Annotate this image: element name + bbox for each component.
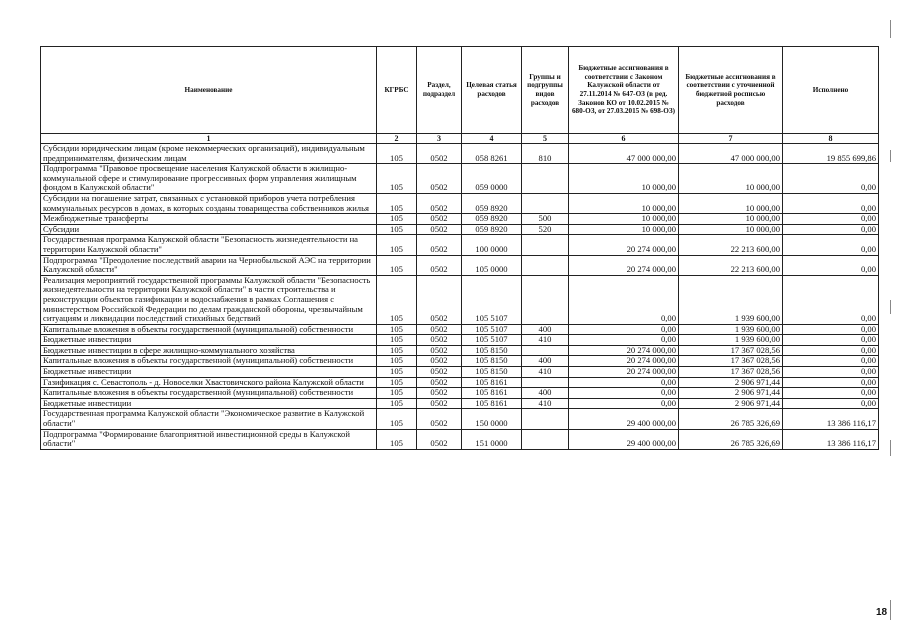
row-expense-group xyxy=(522,164,569,194)
row-law-allocation: 0,00 xyxy=(569,275,679,324)
row-target-article: 105 5107 xyxy=(462,275,522,324)
row-law-allocation: 20 274 000,00 xyxy=(569,356,679,367)
row-target-article: 059 8920 xyxy=(462,193,522,213)
header-name: Наименование xyxy=(41,47,377,134)
row-name: Реализация мероприятий государственной программы Калужской области "Безопасность жизнедеятельности на территории Калужской области" в части строительства и реконструкции объектов газификации и водоснабжения в рамках Соглашения с министерством Российской Федерации по делам гражданской обороны, чрезвычайным ситуациям и ликвидации последствий стихийных бедствий xyxy=(41,275,377,324)
row-expense-group xyxy=(522,255,569,275)
row-name: Капитальные вложения в объекты государственной (муниципальной) собственности xyxy=(41,356,377,367)
row-executed: 0,00 xyxy=(783,398,879,409)
budget-table xyxy=(40,46,879,450)
row-target-article: 059 8920 xyxy=(462,224,522,235)
row-name: Государственная программа Калужской области "Экономическое развитие в Калужской области" xyxy=(41,409,377,429)
row-expense-group: 400 xyxy=(522,324,569,335)
row-executed: 0,00 xyxy=(783,345,879,356)
column-number: 7 xyxy=(679,134,783,144)
row-expense-group: 500 xyxy=(522,214,569,225)
scan-edge-mark xyxy=(890,20,891,38)
row-target-article: 105 5107 xyxy=(462,324,522,335)
row-refined-allocation: 26 785 326,69 xyxy=(679,429,783,449)
table-row xyxy=(41,388,879,399)
row-section: 0502 xyxy=(417,193,462,213)
page-number: 18 xyxy=(876,607,888,618)
row-executed: 0,00 xyxy=(783,324,879,335)
table-row xyxy=(41,144,879,164)
row-refined-allocation: 10 000,00 xyxy=(679,164,783,194)
table-row xyxy=(41,409,879,429)
row-expense-group xyxy=(522,345,569,356)
row-section: 0502 xyxy=(417,224,462,235)
table-row xyxy=(41,224,879,235)
row-law-allocation: 29 400 000,00 xyxy=(569,409,679,429)
row-executed: 0,00 xyxy=(783,388,879,399)
row-section: 0502 xyxy=(417,255,462,275)
row-refined-allocation: 17 367 028,56 xyxy=(679,345,783,356)
table-body xyxy=(41,144,879,450)
row-refined-allocation: 10 000,00 xyxy=(679,193,783,213)
row-target-article: 150 0000 xyxy=(462,409,522,429)
row-kgrbs: 105 xyxy=(377,429,417,449)
scan-edge-mark xyxy=(890,150,891,162)
row-law-allocation: 47 000 000,00 xyxy=(569,144,679,164)
row-name: Подпрограмма "Преодоление последствий аварии на Чернобыльской АЭС на территории Калужской области" xyxy=(41,255,377,275)
row-name: Субсидии юридическим лицам (кроме некоммерческих организаций), индивидуальным предпринимателям, физическим лицам xyxy=(41,144,377,164)
row-kgrbs: 105 xyxy=(377,345,417,356)
row-name: Бюджетные инвестиции xyxy=(41,335,377,346)
row-name: Газификация с. Севастополь - д. Новоселки Хвастовичского района Калужской области xyxy=(41,377,377,388)
row-executed: 0,00 xyxy=(783,377,879,388)
row-section: 0502 xyxy=(417,235,462,255)
row-target-article: 151 0000 xyxy=(462,429,522,449)
row-executed: 0,00 xyxy=(783,367,879,378)
table-row xyxy=(41,275,879,324)
row-refined-allocation: 2 906 971,44 xyxy=(679,377,783,388)
row-kgrbs: 105 xyxy=(377,235,417,255)
row-kgrbs: 105 xyxy=(377,144,417,164)
row-law-allocation: 20 274 000,00 xyxy=(569,367,679,378)
table-row xyxy=(41,356,879,367)
row-kgrbs: 105 xyxy=(377,388,417,399)
row-section: 0502 xyxy=(417,324,462,335)
row-law-allocation: 0,00 xyxy=(569,388,679,399)
row-law-allocation: 20 274 000,00 xyxy=(569,345,679,356)
row-section: 0502 xyxy=(417,275,462,324)
row-section: 0502 xyxy=(417,214,462,225)
row-refined-allocation: 22 213 600,00 xyxy=(679,255,783,275)
row-refined-allocation: 1 939 600,00 xyxy=(679,324,783,335)
row-target-article: 105 5107 xyxy=(462,335,522,346)
row-refined-allocation: 10 000,00 xyxy=(679,214,783,225)
row-refined-allocation: 17 367 028,56 xyxy=(679,356,783,367)
table-row xyxy=(41,193,879,213)
row-name: Межбюджетные трансферты xyxy=(41,214,377,225)
column-number: 8 xyxy=(783,134,879,144)
row-executed: 13 386 116,17 xyxy=(783,429,879,449)
row-section: 0502 xyxy=(417,144,462,164)
row-refined-allocation: 22 213 600,00 xyxy=(679,235,783,255)
row-name: Бюджетные инвестиции xyxy=(41,398,377,409)
row-target-article: 105 8161 xyxy=(462,388,522,399)
row-section: 0502 xyxy=(417,164,462,194)
row-expense-group xyxy=(522,429,569,449)
scan-edge-mark xyxy=(890,600,891,620)
row-kgrbs: 105 xyxy=(377,377,417,388)
table-row xyxy=(41,255,879,275)
row-expense-group: 410 xyxy=(522,335,569,346)
row-section: 0502 xyxy=(417,409,462,429)
row-executed: 0,00 xyxy=(783,193,879,213)
row-target-article: 105 8150 xyxy=(462,356,522,367)
row-executed: 0,00 xyxy=(783,255,879,275)
row-executed: 13 386 116,17 xyxy=(783,409,879,429)
header-refined-allocations: Бюджетные ассигнования в соответствии с уточненной бюджетной росписью расходов xyxy=(679,47,783,134)
row-kgrbs: 105 xyxy=(377,193,417,213)
row-executed: 0,00 xyxy=(783,235,879,255)
row-target-article: 105 8161 xyxy=(462,398,522,409)
row-law-allocation: 10 000,00 xyxy=(569,214,679,225)
row-name: Капитальные вложения в объекты государственной (муниципальной) собственности xyxy=(41,388,377,399)
row-refined-allocation: 47 000 000,00 xyxy=(679,144,783,164)
row-kgrbs: 105 xyxy=(377,224,417,235)
row-kgrbs: 105 xyxy=(377,398,417,409)
row-target-article: 105 8150 xyxy=(462,367,522,378)
row-name: Государственная программа Калужской области "Безопасность жизнедеятельности на территории Калужской области" xyxy=(41,235,377,255)
column-number: 6 xyxy=(569,134,679,144)
row-section: 0502 xyxy=(417,388,462,399)
row-name: Субсидии на погашение затрат, связанных с установкой приборов учета потребления коммунальных ресурсов в домах, в которых созданы товарищества собственников жилья xyxy=(41,193,377,213)
column-number: 1 xyxy=(41,134,377,144)
row-expense-group xyxy=(522,377,569,388)
table-row xyxy=(41,164,879,194)
row-section: 0502 xyxy=(417,345,462,356)
header-kgrbs: КГРБС xyxy=(377,47,417,134)
row-expense-group: 410 xyxy=(522,398,569,409)
table-row xyxy=(41,367,879,378)
row-section: 0502 xyxy=(417,429,462,449)
row-expense-group: 410 xyxy=(522,367,569,378)
row-kgrbs: 105 xyxy=(377,214,417,225)
row-refined-allocation: 1 939 600,00 xyxy=(679,335,783,346)
scan-edge-mark xyxy=(890,300,891,314)
row-executed: 0,00 xyxy=(783,275,879,324)
row-kgrbs: 105 xyxy=(377,335,417,346)
row-expense-group xyxy=(522,275,569,324)
row-section: 0502 xyxy=(417,356,462,367)
column-number: 4 xyxy=(462,134,522,144)
row-law-allocation: 0,00 xyxy=(569,324,679,335)
row-expense-group: 520 xyxy=(522,224,569,235)
table-row xyxy=(41,214,879,225)
row-executed: 0,00 xyxy=(783,164,879,194)
row-kgrbs: 105 xyxy=(377,255,417,275)
row-target-article: 105 8161 xyxy=(462,377,522,388)
row-kgrbs: 105 xyxy=(377,164,417,194)
row-law-allocation: 29 400 000,00 xyxy=(569,429,679,449)
row-name: Подпрограмма "Формирование благоприятной инвестиционной среды в Калужской области" xyxy=(41,429,377,449)
row-section: 0502 xyxy=(417,367,462,378)
row-target-article: 105 0000 xyxy=(462,255,522,275)
row-law-allocation: 20 274 000,00 xyxy=(569,255,679,275)
row-kgrbs: 105 xyxy=(377,409,417,429)
row-refined-allocation: 2 906 971,44 xyxy=(679,388,783,399)
row-refined-allocation: 17 367 028,56 xyxy=(679,367,783,378)
row-expense-group xyxy=(522,409,569,429)
table-row xyxy=(41,335,879,346)
row-refined-allocation: 26 785 326,69 xyxy=(679,409,783,429)
column-number-row xyxy=(41,134,879,144)
row-executed: 0,00 xyxy=(783,214,879,225)
row-name: Бюджетные инвестиции xyxy=(41,367,377,378)
header-row xyxy=(41,47,879,134)
table-row xyxy=(41,345,879,356)
row-refined-allocation: 2 906 971,44 xyxy=(679,398,783,409)
header-executed: Исполнено xyxy=(783,47,879,134)
row-name: Подпрограмма "Правовое просвещение населения Калужской области в жилищно-коммунальной сфере и стимулирование прогрессивных форм управления жилищным фондом в Калужской области" xyxy=(41,164,377,194)
row-law-allocation: 10 000,00 xyxy=(569,164,679,194)
row-target-article: 059 8920 xyxy=(462,214,522,225)
row-law-allocation: 0,00 xyxy=(569,398,679,409)
row-executed: 19 855 699,86 xyxy=(783,144,879,164)
column-number: 3 xyxy=(417,134,462,144)
row-refined-allocation: 1 939 600,00 xyxy=(679,275,783,324)
row-section: 0502 xyxy=(417,335,462,346)
table-row xyxy=(41,429,879,449)
header-law-allocations: Бюджетные ассигнования в соответствии с Законом Калужской области от 27.11.2014 № 647-ОЗ (в ред. Законов КО от 10.02.2015 № 680-ОЗ, от 27.03.2015 № 698-ОЗ) xyxy=(569,47,679,134)
column-number: 2 xyxy=(377,134,417,144)
row-section: 0502 xyxy=(417,377,462,388)
row-expense-group: 400 xyxy=(522,356,569,367)
header-target: Целевая статья расходов xyxy=(462,47,522,134)
header-section: Раздел, подраздел xyxy=(417,47,462,134)
scan-edge-mark xyxy=(890,440,891,456)
row-target-article: 058 8261 xyxy=(462,144,522,164)
row-target-article: 100 0000 xyxy=(462,235,522,255)
table-row xyxy=(41,398,879,409)
row-section: 0502 xyxy=(417,398,462,409)
row-name: Бюджетные инвестиции в сфере жилищно-коммунального хозяйства xyxy=(41,345,377,356)
row-law-allocation: 10 000,00 xyxy=(569,193,679,213)
row-law-allocation: 20 274 000,00 xyxy=(569,235,679,255)
row-executed: 0,00 xyxy=(783,335,879,346)
row-expense-group xyxy=(522,235,569,255)
row-expense-group: 400 xyxy=(522,388,569,399)
row-executed: 0,00 xyxy=(783,356,879,367)
table-row xyxy=(41,324,879,335)
table-row xyxy=(41,377,879,388)
column-number: 5 xyxy=(522,134,569,144)
row-executed: 0,00 xyxy=(783,224,879,235)
row-kgrbs: 105 xyxy=(377,324,417,335)
row-law-allocation: 0,00 xyxy=(569,377,679,388)
row-name: Капитальные вложения в объекты государственной (муниципальной) собственности xyxy=(41,324,377,335)
row-law-allocation: 10 000,00 xyxy=(569,224,679,235)
row-law-allocation: 0,00 xyxy=(569,335,679,346)
row-target-article: 105 8150 xyxy=(462,345,522,356)
header-group: Группы и подгруппы видов расходов xyxy=(522,47,569,134)
row-refined-allocation: 10 000,00 xyxy=(679,224,783,235)
row-kgrbs: 105 xyxy=(377,367,417,378)
row-kgrbs: 105 xyxy=(377,275,417,324)
table-row xyxy=(41,235,879,255)
row-expense-group xyxy=(522,193,569,213)
row-expense-group: 810 xyxy=(522,144,569,164)
row-target-article: 059 0000 xyxy=(462,164,522,194)
row-name: Субсидии xyxy=(41,224,377,235)
row-kgrbs: 105 xyxy=(377,356,417,367)
